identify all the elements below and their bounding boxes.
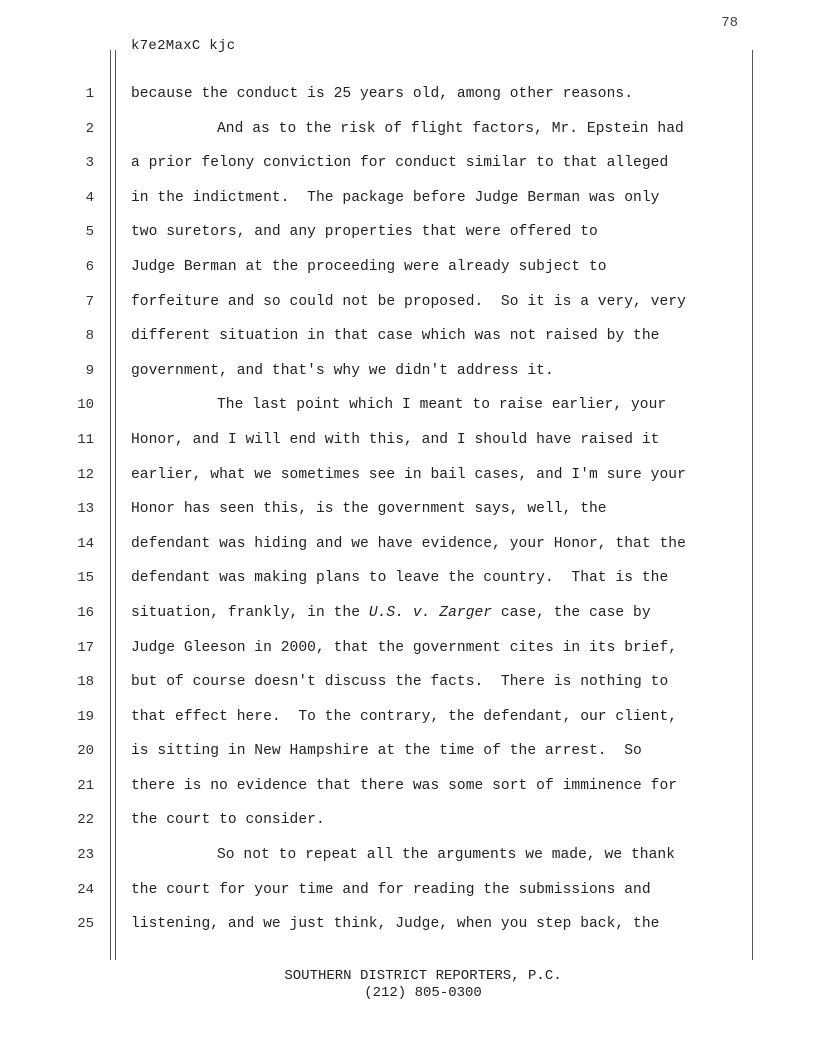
reporter-name: SOUTHERN DISTRICT REPORTERS, P.C. — [284, 968, 562, 984]
line-text: because the conduct is 25 years old, among other reasons. — [131, 86, 634, 102]
line-text: but of course doesn't discuss the facts. There is nothing to — [131, 674, 669, 691]
line-text: Honor, and I will end with this, and I should have raised it — [131, 431, 660, 448]
transcript-line — [0, 285, 816, 320]
line-text: The last point which I meant to raise earlier, your — [217, 397, 667, 414]
line-text: that effect here. To the contrary, the defendant, our client, — [131, 708, 678, 725]
line-text: earlier, what we sometimes see in bail cases, and I'm sure your — [131, 466, 686, 483]
line-number: 11 — [77, 431, 94, 448]
transcript-line — [0, 596, 816, 631]
line-number: 18 — [77, 674, 94, 691]
reporter-phone: (212) 805-0300 — [364, 985, 482, 1001]
line-number: 7 — [85, 293, 94, 310]
transcript-line — [0, 527, 816, 562]
line-number: 9 — [85, 362, 94, 379]
header-code: k7e2MaxC kjc — [131, 38, 236, 54]
line-number: 13 — [77, 501, 94, 518]
line-number: 20 — [77, 743, 94, 760]
transcript-line — [0, 250, 816, 285]
line-text: the court for your time and for reading the submissions and — [131, 881, 651, 898]
line-number: 22 — [77, 812, 94, 829]
line-text: listening, and we just think, Judge, when you step back, the — [131, 916, 660, 933]
line-text: Judge Berman at the proceeding were already subject to — [131, 258, 607, 275]
line-number: 4 — [85, 189, 94, 206]
transcript-line — [0, 181, 816, 216]
line-number: 5 — [85, 224, 94, 241]
line-number: 3 — [85, 155, 94, 172]
line-number: 1 — [85, 86, 94, 102]
line-text: the court to consider. — [131, 812, 325, 829]
line-number: 6 — [85, 258, 94, 275]
transcript-line — [0, 907, 816, 942]
line-number: 24 — [77, 881, 94, 898]
transcript-line — [0, 769, 816, 804]
line-text: Judge Gleeson in 2000, that the government cites in its brief, — [131, 639, 678, 656]
line-text: defendant was making plans to leave the country. That is the — [131, 570, 669, 587]
transcript-line — [0, 354, 816, 389]
line-number: 15 — [77, 570, 94, 587]
line-text: And as to the risk of flight factors, Mr. Epstein had — [217, 120, 684, 137]
transcript-line — [0, 700, 816, 735]
transcript-line — [0, 215, 816, 250]
line-number: 2 — [85, 120, 94, 137]
transcript-line — [0, 388, 816, 423]
line-text: two suretors, and any properties that were offered to — [131, 224, 598, 241]
transcript-line — [0, 631, 816, 666]
line-number: 21 — [77, 777, 94, 794]
transcript-line — [0, 561, 816, 596]
line-text: is sitting in New Hampshire at the time of the arrest. So — [131, 743, 642, 760]
line-text: government, and that's why we didn't address it. — [131, 362, 554, 379]
transcript-line — [0, 423, 816, 458]
transcript-line — [0, 492, 816, 527]
page-footer — [0, 968, 816, 1002]
line-number: 10 — [77, 397, 94, 414]
line-number: 12 — [77, 466, 94, 483]
line-text: there is no evidence that there was some sort of imminence for — [131, 777, 678, 794]
transcript-line — [0, 734, 816, 769]
line-number: 25 — [77, 916, 94, 933]
transcript-line — [0, 112, 816, 147]
line-text: So not to repeat all the arguments we made, we thank — [217, 847, 675, 864]
line-text: different situation in that case which was not raised by the — [131, 328, 660, 345]
line-number: 19 — [77, 708, 94, 725]
line-text-post: case, the case by — [492, 604, 651, 621]
line-number: 14 — [77, 535, 94, 552]
line-number: 8 — [85, 328, 94, 345]
page-number: 78 — [721, 15, 738, 31]
transcript-line — [0, 838, 816, 873]
line-text-pre: situation, frankly, in the — [131, 604, 369, 621]
line-number: 17 — [77, 639, 94, 656]
transcript-line — [0, 665, 816, 700]
transcript-line — [0, 803, 816, 838]
line-text — [131, 605, 651, 621]
transcript-body — [0, 77, 816, 942]
line-text: a prior felony conviction for conduct similar to that alleged — [131, 155, 669, 172]
transcript-line — [0, 77, 816, 112]
transcript-line — [0, 146, 816, 181]
line-text: defendant was hiding and we have evidence, your Honor, that the — [131, 535, 686, 552]
line-text: forfeiture and so could not be proposed. So it is a very, very — [131, 293, 686, 310]
transcript-line — [0, 319, 816, 354]
case-citation: U.S. v. Zarger — [368, 604, 493, 621]
line-number: 16 — [77, 604, 94, 621]
line-text: Honor has seen this, is the government says, well, the — [131, 501, 607, 518]
transcript-line — [0, 873, 816, 908]
transcript-line — [0, 458, 816, 493]
line-number: 23 — [77, 847, 94, 864]
line-text: in the indictment. The package before Judge Berman was only — [131, 189, 660, 206]
